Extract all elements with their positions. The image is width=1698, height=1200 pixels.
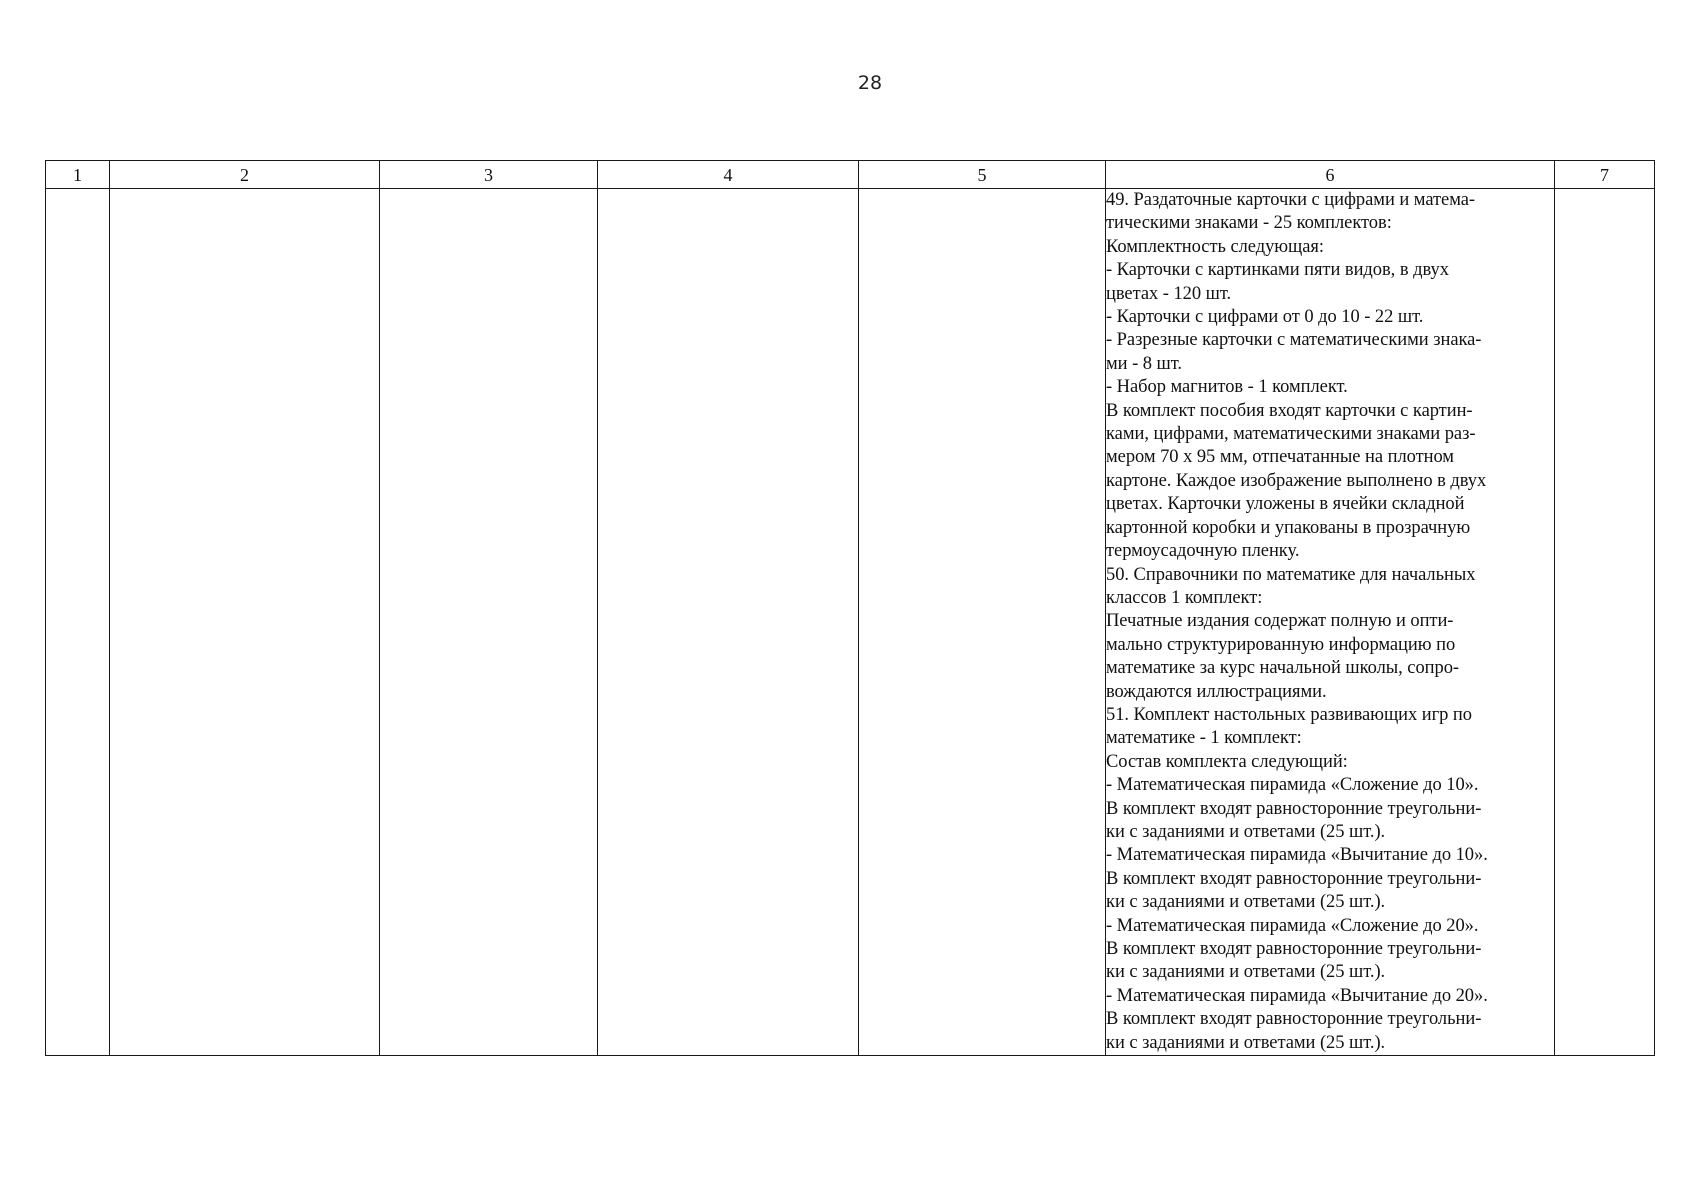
column-header-6: 6 [1106, 161, 1555, 189]
page-number: 28 [857, 72, 883, 94]
cell-col-4 [598, 189, 859, 1056]
column-header-3: 3 [380, 161, 598, 189]
column-header-2: 2 [110, 161, 380, 189]
cell-col-1 [46, 189, 110, 1056]
cell-col-7 [1555, 189, 1655, 1056]
cell-col-3 [380, 189, 598, 1056]
table-row [46, 189, 1655, 1056]
cell-col-5 [859, 189, 1106, 1056]
header-row [46, 161, 1655, 189]
column-header-5: 5 [859, 161, 1106, 189]
column-header-1: 1 [46, 161, 110, 189]
column-header-7: 7 [1555, 161, 1655, 189]
column-header-4: 4 [598, 161, 859, 189]
specification-table [45, 160, 1655, 1056]
cell-col-2 [110, 189, 380, 1056]
item-description-cell: 49. Раздаточные карточки с цифрами и матема- тическими знаками - 25 комплектов: Комплектность следующая: - Карточки с картинками пяти видов, в двух цветах - 120 шт. - Карточки с цифрами от 0 до 10 - 22 шт. - Разрезные карточки с математическими знака- ми - 8 шт. - Набор магнитов - 1 комплект. В комплект пособия входят карточки с картин- ками, цифрами, математическими знаками раз- мером 70 х 95 мм, отпечатанные на плотном картоне. Каждое изображение выполнено в двух цветах. Карточки уложены в ячейки складной картонной коробки и упакованы в прозрачную термоусадочную пленку. 50. Справочники по математике для начальных классов 1 комплект: Печатные издания содержат полную и опти- мально структурированную информацию по математике за курс начальной школы, сопро- вождаются иллюстрациями. 51. Комплект настольных развивающих игр по математике - 1 комплект: Состав комплекта следующий: - Математическая пирамида «Сложение до 10». В комплект входят равносторонние треугольни- ки с заданиями и ответами (25 шт.). - Математическая пирамида «Вычитание до 10». В комплект входят равносторонние треугольни- ки с заданиями и ответами (25 шт.). - Математическая пирамида «Сложение до 20». В комплект входят равносторонние треугольни- ки с заданиями и ответами (25 шт.). - Математическая пирамида «Вычитание до 20». В комплект входят равносторонние треугольни- ки с заданиями и ответами (25 шт.). [1106, 189, 1555, 1056]
